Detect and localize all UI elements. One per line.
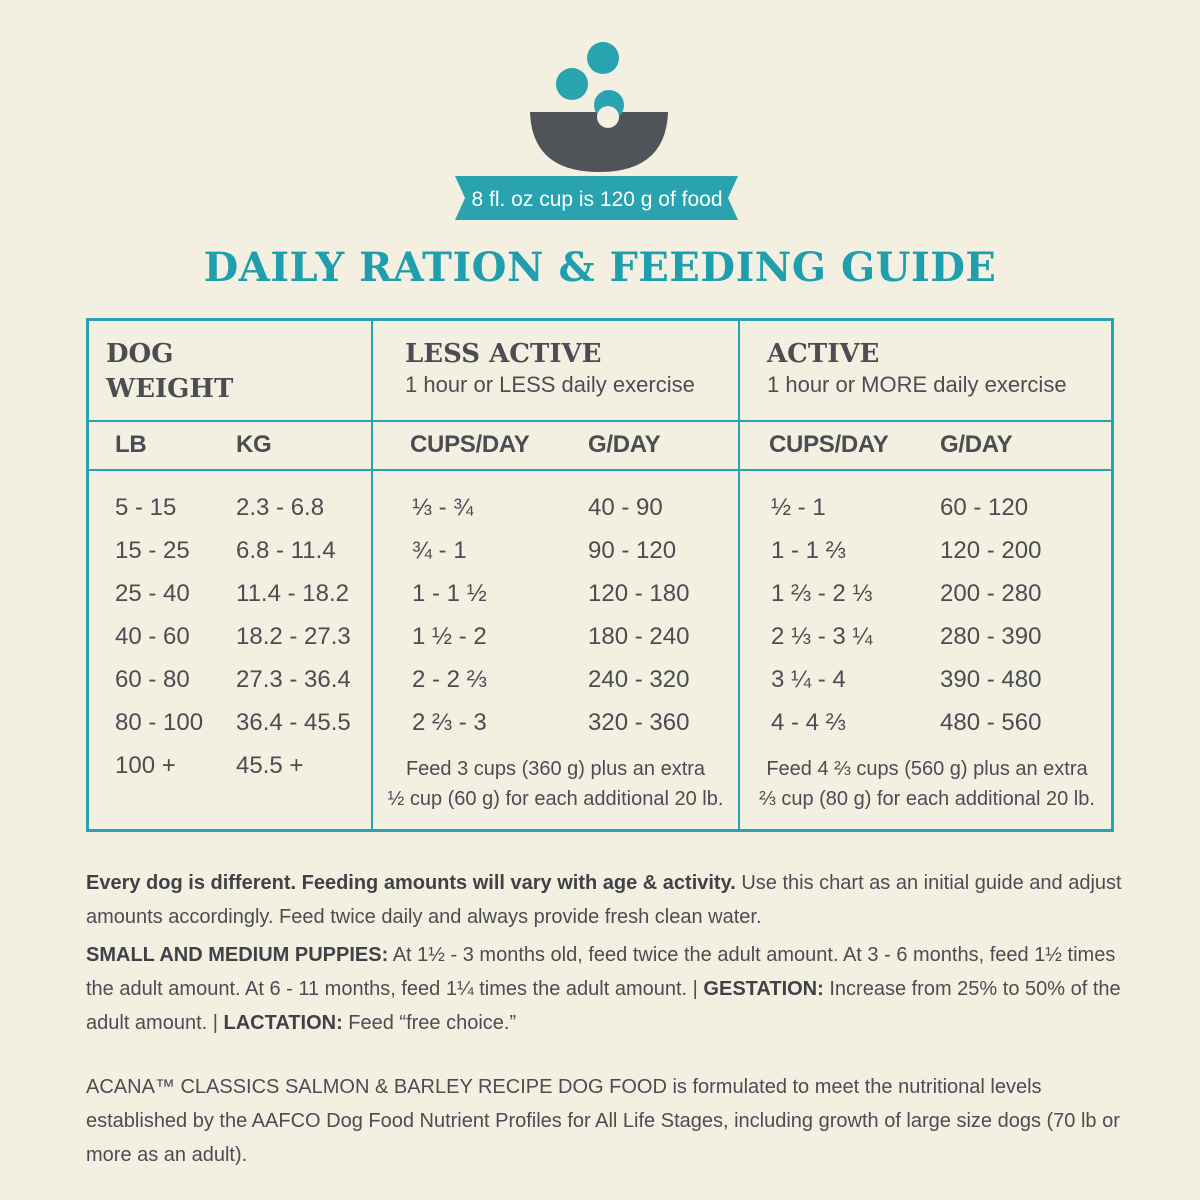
cell-less-cups: 1 ½ - 2 <box>412 623 487 650</box>
cell-lb: 25 - 40 <box>115 580 190 607</box>
column-divider <box>371 321 373 829</box>
cell-less-grams: 120 - 180 <box>588 580 690 607</box>
cell-less-cups: ¾ - 1 <box>412 537 467 564</box>
group-title: LESS ACTIVE <box>405 339 602 369</box>
column-header-kg: KG <box>236 431 272 458</box>
note-text: Increase from 25% to 50% of the adult amount. | <box>86 978 1121 1034</box>
group-title: ACTIVE <box>767 339 880 369</box>
cell-less-grams: 40 - 90 <box>588 494 663 521</box>
cell-active-cups: 2 ⅓ - 3 ¼ <box>771 623 873 650</box>
group-less-active <box>405 337 695 398</box>
active-extra-note <box>740 754 1114 814</box>
note-text: Use this chart as an initial guide and adjust amounts accordingly. Feed twice daily and always provide fresh clean water. <box>86 872 1122 928</box>
cell-active-grams: 60 - 120 <box>940 494 1029 521</box>
column-header-lb: LB <box>115 431 147 458</box>
cell-active-cups: 4 - 4 ⅔ <box>771 709 846 736</box>
cell-active-grams: 120 - 200 <box>940 537 1042 564</box>
cell-active-cups: 1 ⅔ - 2 ⅓ <box>771 580 873 607</box>
row-divider <box>89 420 1111 422</box>
group-title: DOG <box>106 339 174 369</box>
cell-less-grams: 320 - 360 <box>588 709 690 736</box>
column-header-g-day: G/DAY <box>588 431 661 458</box>
note-text: Feed “free choice.” <box>342 1012 517 1034</box>
cell-less-cups: ⅓ - ¾ <box>412 494 474 521</box>
note-line: ⅔ cup (80 g) for each additional 20 lb. <box>759 788 1095 810</box>
kibble-dot <box>556 68 588 100</box>
feeding-note-puppies <box>86 938 1126 1040</box>
cell-kg: 45.5 + <box>236 752 304 779</box>
cell-lb: 60 - 80 <box>115 666 190 693</box>
note-text: At 1½ - 3 months old, feed twice the adult amount. At 3 - 6 months, feed 1½ times the adult amount. At 6 - 11 months, feed 1¼ times the adult amount. | <box>86 944 1116 1000</box>
kibble-hole <box>597 106 619 128</box>
cell-lb: 5 - 15 <box>115 494 177 521</box>
puppies-label: SMALL AND MEDIUM PUPPIES: <box>86 944 389 966</box>
cell-active-cups: 1 - 1 ⅔ <box>771 537 846 564</box>
cell-active-grams: 280 - 390 <box>940 623 1042 650</box>
cell-less-grams: 240 - 320 <box>588 666 690 693</box>
feeding-table <box>86 318 1114 832</box>
cell-less-cups: 2 - 2 ⅔ <box>412 666 487 693</box>
cell-lb: 40 - 60 <box>115 623 190 650</box>
cell-lb: 100 + <box>115 752 176 779</box>
page-title: DAILY RATION & FEEDING GUIDE <box>203 244 997 291</box>
cell-active-cups: 3 ¼ - 4 <box>771 666 846 693</box>
group-subtitle: 1 hour or LESS daily exercise <box>405 372 695 397</box>
note-line: Feed 3 cups (360 g) plus an extra <box>405 758 706 780</box>
cell-less-cups: 1 - 1 ½ <box>412 580 487 607</box>
gestation-label: GESTATION: <box>703 978 824 1000</box>
note-line: ½ cup (60 g) for each additional 20 lb. <box>387 788 724 810</box>
cell-less-cups: 2 ⅔ - 3 <box>412 709 487 736</box>
cell-active-grams: 480 - 560 <box>940 709 1042 736</box>
group-active <box>767 337 1067 398</box>
cell-kg: 27.3 - 36.4 <box>236 666 351 693</box>
group-dog-weight <box>106 337 233 407</box>
cell-lb: 80 - 100 <box>115 709 204 736</box>
cell-kg: 11.4 - 18.2 <box>236 580 349 607</box>
group-title: WEIGHT <box>106 374 234 404</box>
cell-kg: 36.4 - 45.5 <box>236 709 351 736</box>
note-bold: Every dog is different. Feeding amounts will vary with age & activity. <box>86 872 736 894</box>
row-divider <box>89 469 1111 471</box>
cell-lb: 15 - 25 <box>115 537 190 564</box>
lactation-label: LACTATION: <box>223 1012 343 1034</box>
group-subtitle: 1 hour or MORE daily exercise <box>767 372 1067 397</box>
column-header-g-day: G/DAY <box>940 431 1013 458</box>
cell-kg: 18.2 - 27.3 <box>236 623 351 650</box>
feeding-note-general <box>86 866 1126 934</box>
bowl-icon <box>440 30 760 230</box>
kibble-dot <box>587 42 619 74</box>
cell-kg: 6.8 - 11.4 <box>236 537 336 564</box>
aafco-statement: ACANA™ CLASSICS SALMON & BARLEY RECIPE DOG FOOD is formulated to meet the nutritional levels established by the AAFCO Dog Food Nutrient Profiles for All Life Stages, including growth of large size dogs (70 lb or more as an adult). <box>86 1076 1120 1166</box>
note-line: Feed 4 ⅔ cups (560 g) plus an extra <box>766 758 1088 780</box>
cell-active-grams: 390 - 480 <box>940 666 1042 693</box>
cell-less-grams: 90 - 120 <box>588 537 677 564</box>
cell-kg: 2.3 - 6.8 <box>236 494 325 521</box>
cell-less-grams: 180 - 240 <box>588 623 690 650</box>
cell-active-grams: 200 - 280 <box>940 580 1042 607</box>
banner-text: 8 fl. oz cup is 120 g of food <box>471 188 723 211</box>
column-header-cups-day: CUPS/DAY <box>769 431 889 458</box>
column-header-cups-day: CUPS/DAY <box>410 431 530 458</box>
column-divider <box>738 321 740 829</box>
less-active-extra-note <box>373 754 738 814</box>
cell-active-cups: ½ - 1 <box>771 494 826 521</box>
